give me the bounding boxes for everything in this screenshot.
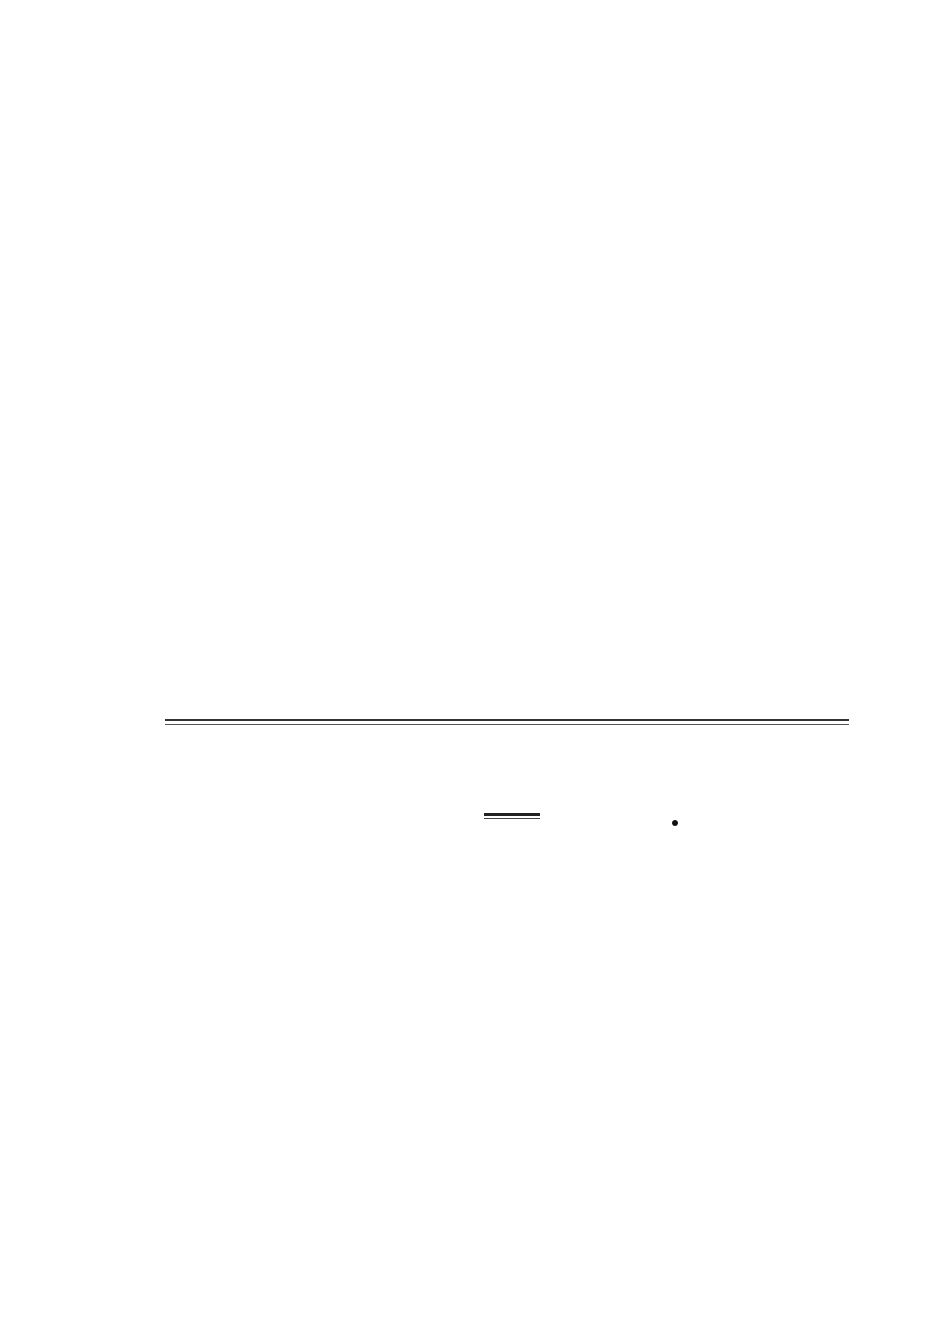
text-line: [510, 264, 848, 282]
rule-thick: [165, 719, 849, 721]
text-line: [165, 846, 849, 865]
text-line: [158, 494, 498, 512]
text-line: [158, 193, 498, 211]
text-line: [165, 865, 849, 884]
text-line: [158, 565, 498, 583]
text-line: [510, 529, 848, 547]
text-line: [158, 176, 498, 194]
text-line: [158, 671, 498, 689]
text-line: [158, 211, 498, 229]
text-line: [158, 476, 498, 494]
text-line: [510, 494, 848, 512]
text-line: [510, 565, 848, 583]
text-line: [158, 264, 498, 282]
text-line: [510, 600, 848, 618]
text-line: [158, 618, 498, 636]
rule-thick: [484, 813, 540, 816]
text-line: [158, 547, 498, 565]
text-line: [158, 423, 498, 441]
text-line: [510, 547, 848, 565]
title-underline-rule: [484, 813, 540, 819]
text-line: [158, 370, 498, 388]
text-line: [510, 300, 848, 318]
ink-dot: [672, 820, 678, 826]
text-line: [158, 459, 498, 477]
text-line: [510, 335, 848, 353]
notice-obituary-postponed: [165, 846, 849, 883]
text-line: [158, 583, 498, 601]
rule-thin: [165, 724, 849, 725]
text-line: [510, 512, 848, 530]
text-line: [158, 529, 498, 547]
text-line: [510, 353, 848, 371]
text-line: [158, 353, 498, 371]
text-line: [158, 282, 498, 300]
text-line: [158, 441, 498, 459]
rule-thin: [484, 818, 540, 819]
text-line: [158, 512, 498, 530]
section-divider-rule: [165, 719, 849, 727]
text-line: [158, 335, 498, 353]
text-line: [158, 600, 498, 618]
text-line: [510, 388, 848, 406]
text-line: [510, 636, 848, 654]
text-line: [510, 176, 848, 194]
text-line: [158, 158, 498, 176]
text-line: [158, 246, 498, 264]
text-line: [158, 388, 498, 406]
text-line: [510, 583, 848, 601]
text-line: [510, 211, 848, 229]
text-line: [510, 441, 848, 459]
text-line: [158, 300, 498, 318]
text-line: [158, 636, 498, 654]
text-line: [510, 423, 848, 441]
text-line: [510, 317, 848, 335]
text-line: [510, 282, 848, 300]
text-line: [158, 317, 498, 335]
text-line: [158, 406, 498, 424]
text-line: [158, 653, 498, 671]
text-line: [510, 229, 848, 247]
left-column: [158, 158, 498, 689]
text-line: [510, 193, 848, 211]
text-line: [510, 158, 848, 176]
text-line: [510, 653, 848, 671]
right-column: [510, 158, 848, 671]
text-line: [158, 229, 498, 247]
text-line: [510, 246, 848, 264]
text-line: [510, 406, 848, 424]
text-line: [510, 618, 848, 636]
text-line: [510, 459, 848, 477]
text-line: [510, 476, 848, 494]
text-line: [510, 370, 848, 388]
running-header: [154, 114, 850, 144]
